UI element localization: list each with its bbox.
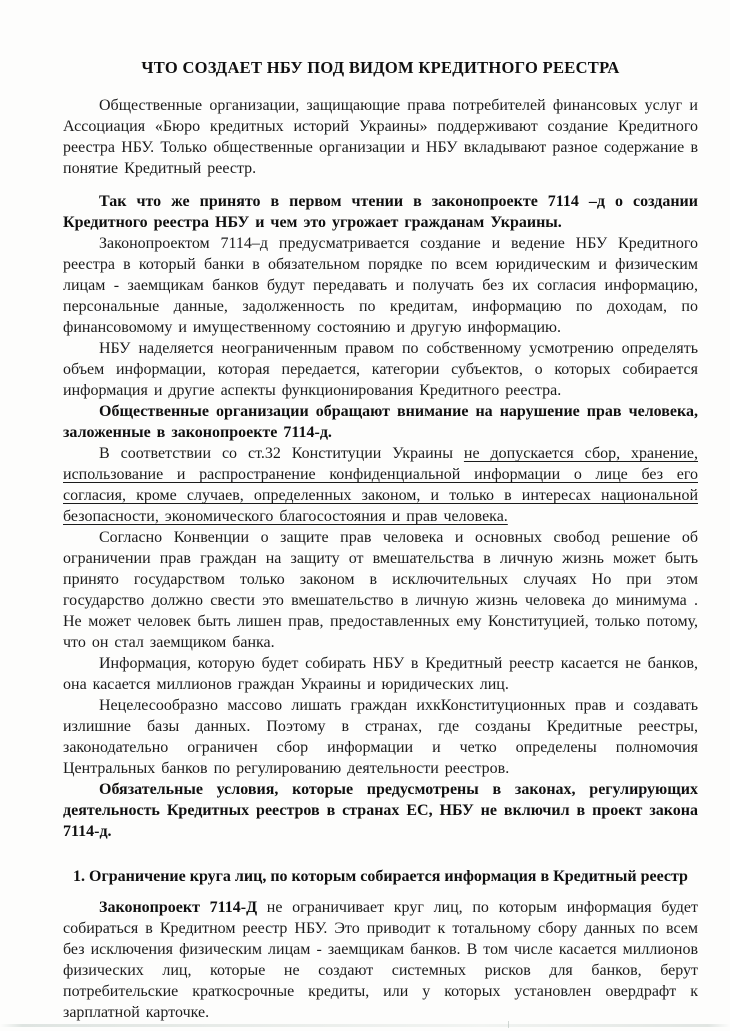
paragraph-nbu-rights: НБУ наделяется неограниченным правом по собственному усмотрению определять объем информации, которая передается, категории субъектов, о которых собирается информация и другие аспекты функционирования Кредитного реестра. (63, 340, 698, 399)
paragraph-bill-question: Так что же принято в первом чтении в законопроекте 7114 –д о создании Кредитного реестра НБУ и чем это угрожает гражданам Украины. (63, 193, 698, 231)
paragraph-lead-rest: не ограничивает круг лиц, по которым информация будет собираться в Кредитном реестр НБУ. Это приводит к тотальному сбору данных по всем без исключения физическим лицам - заемщикам банков. В том числе касается миллионов физических лиц, которые не создают системных рисков для банков, берут потребительские краткосрочные кредиты, или у которых установлен овердрафт к зарплатной карточке. (63, 899, 698, 1021)
paragraph-constitution (63, 443, 698, 527)
paragraph-information-scope: Информация, которую будет собирать НБУ в Кредитный реестр касается не банков, она касается миллионов граждан Украины и юридических лиц. (63, 655, 698, 693)
paragraph-inexpediency: Нецелесообразно массово лишать граждан ихкКонституционных прав и создавать излишние базы данных. Поэтому в странах, где созданы Кредитные реестры, законодательно ограничен сбор информации и четко определены полномочия Центральных банков по регулированию деятельности реестров. (63, 697, 698, 777)
text-run-plain: В соответствии со ст.32 Конституции Украины (99, 445, 464, 462)
scan-artifact-strip (0, 1024, 730, 1027)
paragraph-convention: Согласно Конвенции о защите прав человека и основных свобод решение об ограничении прав граждан на защиту от вмешательства в личную жизнь может быть принято государством только законом в исключительных случаях Но при этом государство должно свести это вмешательство в личную жизнь человека до минимума . Не может человек быть лишен прав, предоставленных ему Конституцией, только потому, что он стал заемщиком банка. (63, 529, 698, 651)
paragraph-eu-conditions: Обязательные условия, которые предусмотрены в законах, регулирующих деятельность Кредитных реестров в странах ЕС, НБУ не включил в проект закона 7114-д. (63, 781, 698, 840)
section-heading: 1. Ограничение круга лиц, по которым собирается информация в Кредитный реестр (73, 868, 688, 885)
paragraph-intro: Общественные организации, защищающие права потребителей финансовых услуг и Ассоциация «Бюро кредитных историй Украины» поддерживают создание Кредитного реестра НБУ. Только общественные организации и НБУ вкладывают разное содержание в понятие Кредитный реестр. (63, 97, 698, 177)
underlined-text: не допускается сбор, хранение, использование и распространение конфиденциальной информации о лице без его согласия, кроме случаев, определенных законом, и только в интересах национальной безопасности, экономического благосостояния и прав человека. (63, 445, 699, 525)
paragraph-lead-bold: Законопроект 7114-Д (99, 899, 258, 916)
paragraph-bill-description: Законопроектом 7114–д предусматривается создание и ведение НБУ Кредитного реестра в который банки в обязательном порядке по всем юридическим и физическим лицам - заемщикам банков будут передавать и получать без их согласия информацию, персональные данные, задолженность по кредитам, информацию по доходам, по финансовомому и имущественному состоянию и другую информацию. (63, 235, 698, 336)
paragraph-section-body (63, 897, 698, 1023)
paragraph-rights-violation: Общественные организации обращают внимание на нарушение прав человека, заложенные в законопроекте 7114-д. (63, 403, 698, 441)
page-title: ЧТО СОЗДАЕТ НБУ ПОД ВИДОМ КРЕДИТНОГО РЕЕСТРА (141, 58, 620, 77)
scan-artifact-tick (508, 1021, 509, 1028)
